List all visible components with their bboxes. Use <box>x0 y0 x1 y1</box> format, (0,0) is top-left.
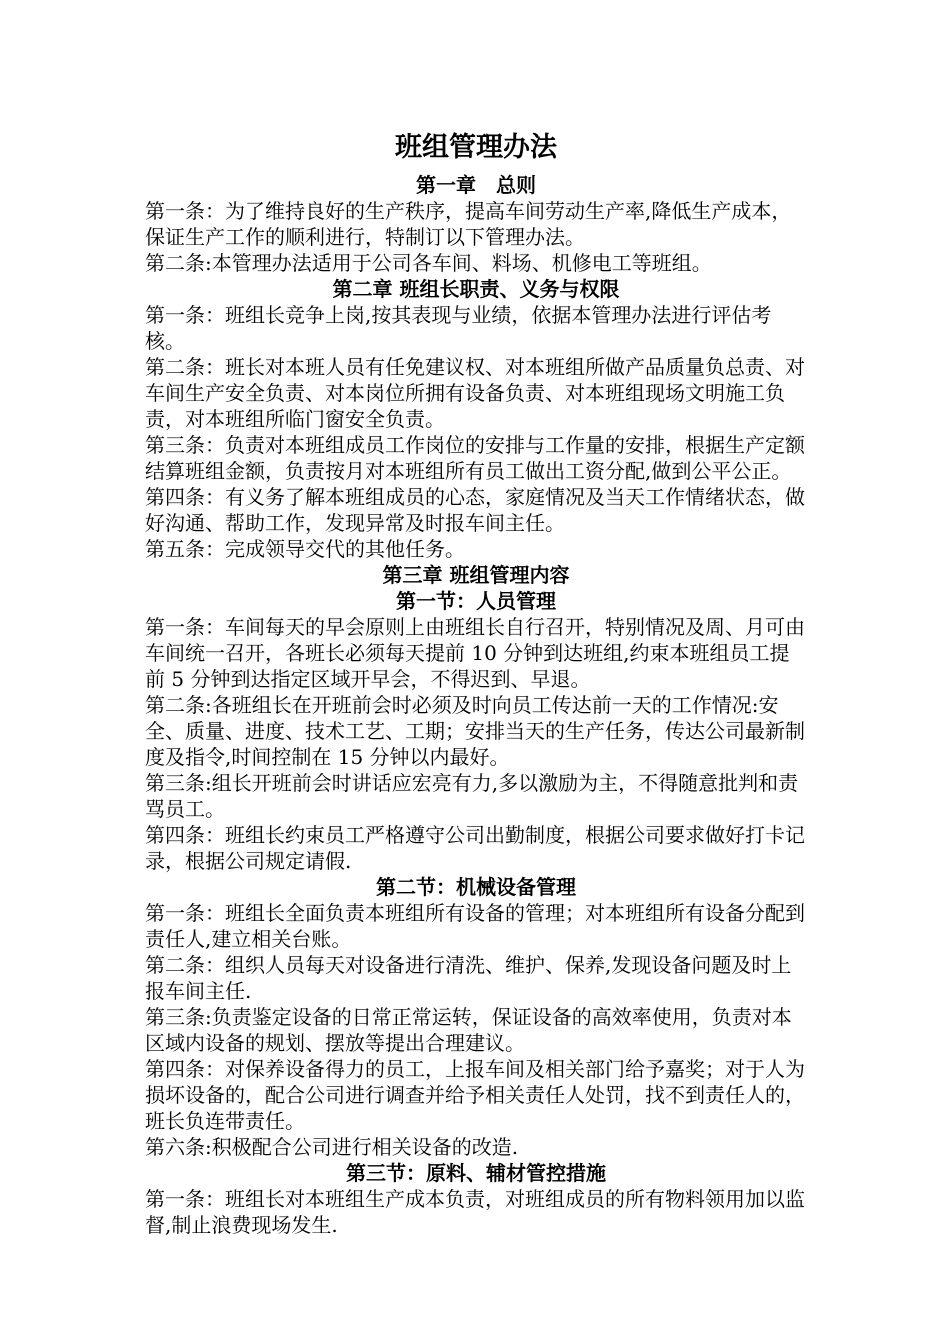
article-paragraph: 第一条：为了维持良好的生产秩序，提高车间劳动生产率,降低生产成本，保证生产工作的顺利进行，特制订以下管理办法。 <box>145 199 792 249</box>
article-paragraph: 第四条：班组长约束员工严格遵守公司出勤制度，根据公司要求做好打卡记录，根据公司规定请假. <box>145 823 805 873</box>
section-heading: 第二章 班组长职责、义务与权限 <box>332 277 620 301</box>
article-paragraph: 第三条:负责鉴定设备的日常正常运转，保证设备的高效率使用，负责对本区域内设备的规划、摆放等提出合理建议。 <box>145 1005 792 1055</box>
document-body <box>145 172 807 1238</box>
section-heading: 第三节：原料、辅材管控措施 <box>346 1161 606 1185</box>
article-paragraph: 第二条:各班组长在开班前会时必须及时向员工传达前一天的工作情况:安全、质量、进度、技术工艺、工期；安排当天的生产任务，传达公司最新制度及指令,时间控制在 15 分钟以内最好。 <box>145 693 805 769</box>
article-paragraph: 第四条：对保养设备得力的员工，上报车间及相关部门给予嘉奖；对于人为损坏设备的，配合公司进行调查并给予相关责任人处罚，找不到责任人的，班长负连带责任。 <box>145 1057 805 1133</box>
article-paragraph: 第二条：班长对本班人员有任免建议权、对本班组所做产品质量负总责、对车间生产安全负责、对本岗位所拥有设备负责、对本班组现场文明施工负责，对本班组所临门窗安全负责。 <box>145 355 805 431</box>
article-paragraph: 第五条：完成领导交代的其他任务。 <box>145 537 465 561</box>
article-paragraph: 第二条：组织人员每天对设备进行清洗、维护、保养,发现设备问题及时上报车间主任. <box>145 953 792 1003</box>
section-heading: 第一章 总则 <box>416 173 536 197</box>
article-paragraph: 第一条：班组长对本班组生产成本负责，对班组成员的所有物料领用加以监督,制止浪费现场发生. <box>145 1187 805 1237</box>
article-paragraph: 第三条：负责对本班组成员工作岗位的安排与工作量的安排，根据生产定额结算班组金额，负责按月对本班组所有员工做出工资分配,做到公平公正。 <box>145 433 805 483</box>
article-paragraph: 第二条:本管理办法适用于公司各车间、料场、机修电工等班组。 <box>145 251 712 275</box>
article-paragraph: 第三条:组长开班前会时讲话应宏亮有力,多以激励为主，不得随意批判和责骂员工。 <box>145 771 799 821</box>
article-paragraph: 第一条：班组长竞争上岗,按其表现与业绩，依据本管理办法进行评估考核。 <box>145 303 772 353</box>
document-title: 班组管理办法 <box>395 132 557 163</box>
article-paragraph: 第六条:积极配合公司进行相关设备的改造. <box>145 1135 519 1159</box>
article-paragraph: 第一条：班组长全面负责本班组所有设备的管理；对本班组所有设备分配到责任人,建立相关台账。 <box>145 901 805 951</box>
section-heading: 第二节：机械设备管理 <box>376 875 576 899</box>
document-page <box>145 128 807 1238</box>
section-heading: 第一节：人员管理 <box>396 589 556 613</box>
article-paragraph: 第四条：有义务了解本班组成员的心态，家庭情况及当天工作情绪状态，做好沟通、帮助工作，发现异常及时报车间主任。 <box>145 485 805 535</box>
article-paragraph: 第一条：车间每天的早会原则上由班组长自行召开，特别情况及周、月可由车间统一召开，各班长必须每天提前 10 分钟到达班组,约束本班组员工提前 5 分钟到达指定区域开早会，不得迟到、早退。 <box>145 615 805 691</box>
section-heading: 第三章 班组管理内容 <box>382 563 570 587</box>
